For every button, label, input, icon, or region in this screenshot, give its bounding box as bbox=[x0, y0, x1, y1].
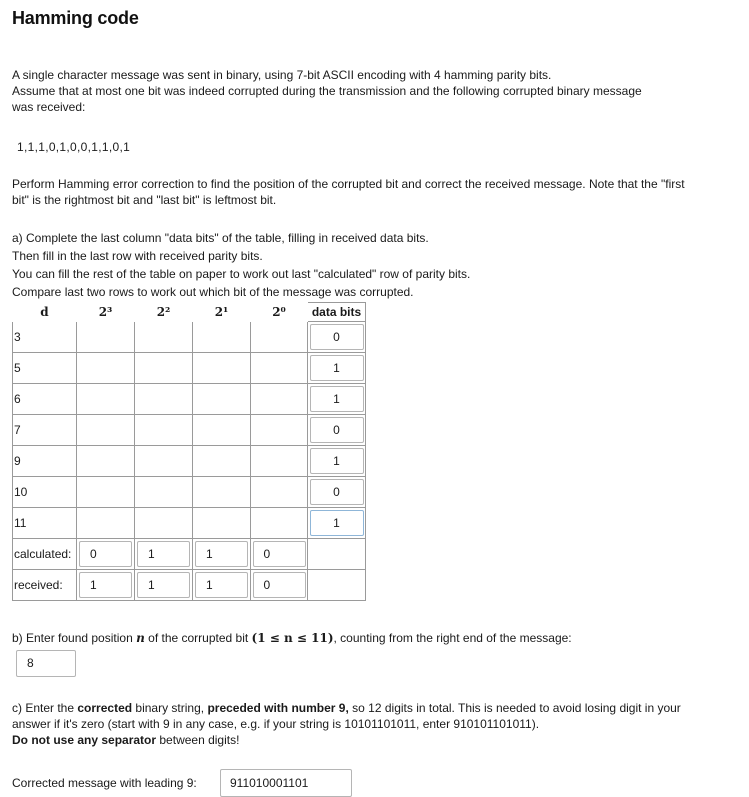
hamming-table bbox=[12, 302, 366, 601]
data-bit-input[interactable]: 1 bbox=[310, 386, 364, 412]
table-row bbox=[13, 477, 366, 508]
part-c-bold-3: Do not use any separator bbox=[12, 733, 157, 747]
empty-cell bbox=[135, 477, 193, 508]
part-b-question bbox=[12, 630, 572, 646]
row-d-label: 7 bbox=[13, 415, 77, 446]
empty-cell bbox=[77, 353, 135, 384]
page-title: Hamming code bbox=[12, 8, 139, 28]
table-row bbox=[13, 508, 366, 539]
received-cell bbox=[77, 570, 135, 601]
part-b-var: n bbox=[136, 631, 145, 645]
calculated-row bbox=[13, 539, 366, 570]
empty-cell bbox=[77, 384, 135, 415]
row-d-label: 3 bbox=[13, 322, 77, 353]
calculated-cell bbox=[251, 539, 308, 570]
empty-cell bbox=[77, 477, 135, 508]
data-bit-input[interactable]: 0 bbox=[310, 417, 364, 443]
empty-cell bbox=[193, 322, 251, 353]
empty-cell bbox=[135, 508, 193, 539]
intro-line-2: Assume that at most one bit was indeed corrupted during the transmission and the following corrupted binary message was received: bbox=[12, 84, 642, 114]
part-c-bold-2: preceded with number 9, bbox=[207, 701, 349, 715]
empty-cell bbox=[251, 415, 308, 446]
received-cell bbox=[193, 570, 251, 601]
empty-cell bbox=[77, 446, 135, 477]
perform-instructions: Perform Hamming error correction to find the position of the corrupted bit and correct the received message. Note that the "first bit" is the rightmost bit and "last bit" is leftmost bit. bbox=[12, 177, 685, 207]
header-2-pow-1: 2¹ bbox=[193, 303, 251, 322]
row-d-label: 11 bbox=[13, 508, 77, 539]
part-b-suffix: , counting from the right end of the message: bbox=[333, 631, 572, 645]
header-data-bits: data bits bbox=[308, 303, 366, 322]
corrected-message-label: Corrected message with leading 9: bbox=[12, 776, 197, 790]
calculated-cell bbox=[77, 539, 135, 570]
data-bit-cell bbox=[308, 415, 366, 446]
intro-line-1: A single character message was sent in binary, using 7-bit ASCII encoding with 4 hamming parity bits. bbox=[12, 68, 552, 82]
received-cell bbox=[251, 570, 308, 601]
empty-cell bbox=[77, 322, 135, 353]
calculated-parity-input[interactable]: 0 bbox=[79, 541, 132, 567]
empty-cell bbox=[77, 415, 135, 446]
data-bit-cell bbox=[308, 322, 366, 353]
empty-cell bbox=[135, 384, 193, 415]
part-a-line-1: a) Complete the last column "data bits" of the table, filling in received data bits. bbox=[12, 231, 429, 245]
empty-cell bbox=[308, 570, 366, 601]
data-bit-cell bbox=[308, 477, 366, 508]
empty-cell bbox=[135, 446, 193, 477]
row-d-label: 6 bbox=[13, 384, 77, 415]
header-2-pow-2: 2² bbox=[135, 303, 193, 322]
data-bit-input[interactable]: 1 bbox=[310, 355, 364, 381]
data-bit-input[interactable]: 0 bbox=[310, 324, 364, 350]
calculated-label: calculated: bbox=[13, 539, 77, 570]
part-c-text-2: binary string, bbox=[132, 701, 208, 715]
header-2-pow-3: 2³ bbox=[77, 303, 135, 322]
empty-cell bbox=[193, 415, 251, 446]
empty-cell bbox=[251, 508, 308, 539]
empty-cell bbox=[135, 353, 193, 384]
part-a-line-3: You can fill the rest of the table on paper to work out last "calculated" row of parity bits. bbox=[12, 267, 471, 281]
header-d: d bbox=[13, 303, 77, 322]
empty-cell bbox=[193, 446, 251, 477]
part-c-text-1: c) Enter the bbox=[12, 701, 78, 715]
received-parity-input[interactable]: 1 bbox=[195, 572, 248, 598]
part-a-line-4: Compare last two rows to work out which bit of the message was corrupted. bbox=[12, 285, 414, 299]
empty-cell bbox=[308, 539, 366, 570]
data-bit-cell bbox=[308, 384, 366, 415]
table-row bbox=[13, 415, 366, 446]
calculated-cell bbox=[135, 539, 193, 570]
received-label: received: bbox=[13, 570, 77, 601]
part-c-text-4: between digits! bbox=[156, 733, 240, 747]
part-c-instructions bbox=[12, 700, 702, 748]
table-header-row bbox=[13, 303, 366, 322]
data-bit-input[interactable]: 1 bbox=[310, 510, 364, 536]
empty-cell bbox=[77, 508, 135, 539]
calculated-cell bbox=[193, 539, 251, 570]
part-b-range: (1 ≤ n ≤ 11) bbox=[251, 631, 334, 645]
part-b-middle: of the corrupted bit bbox=[144, 631, 252, 645]
empty-cell bbox=[193, 384, 251, 415]
table-row bbox=[13, 384, 366, 415]
empty-cell bbox=[193, 477, 251, 508]
data-bit-cell bbox=[308, 353, 366, 384]
row-d-label: 9 bbox=[13, 446, 77, 477]
data-bit-input[interactable]: 1 bbox=[310, 448, 364, 474]
received-parity-input[interactable]: 1 bbox=[137, 572, 190, 598]
received-row bbox=[13, 570, 366, 601]
received-parity-input[interactable]: 1 bbox=[79, 572, 132, 598]
corrupted-position-input[interactable]: 8 bbox=[16, 650, 76, 677]
part-a-line-2: Then fill in the last row with received parity bits. bbox=[12, 249, 263, 263]
part-a-instructions bbox=[12, 229, 470, 301]
part-c-text-3: so 12 digits in total. This is needed to avoid losing digit in your answer if it's zero (start with 9 in any case, e.g. if your string is 10101101011, enter 910101101011). bbox=[12, 701, 681, 731]
empty-cell bbox=[251, 322, 308, 353]
row-d-label: 10 bbox=[13, 477, 77, 508]
header-2-pow-0: 2⁰ bbox=[251, 303, 308, 322]
data-bit-input[interactable]: 0 bbox=[310, 479, 364, 505]
calculated-parity-input[interactable]: 1 bbox=[195, 541, 248, 567]
empty-cell bbox=[135, 415, 193, 446]
empty-cell bbox=[193, 508, 251, 539]
calculated-parity-input[interactable]: 1 bbox=[137, 541, 190, 567]
empty-cell bbox=[251, 477, 308, 508]
data-bit-cell bbox=[308, 508, 366, 539]
received-message: 1,1,1,0,1,0,0,1,1,0,1 bbox=[17, 140, 131, 154]
received-cell bbox=[135, 570, 193, 601]
table-row bbox=[13, 446, 366, 477]
table-row bbox=[13, 322, 366, 353]
empty-cell bbox=[135, 322, 193, 353]
calculated-parity-input[interactable]: 0 bbox=[253, 541, 306, 567]
received-parity-input[interactable]: 0 bbox=[253, 572, 306, 598]
empty-cell bbox=[193, 353, 251, 384]
corrected-message-input[interactable]: 911010001101 bbox=[220, 769, 352, 797]
part-b-prefix: b) Enter found position bbox=[12, 631, 137, 645]
part-c-bold-1: corrected bbox=[77, 701, 133, 715]
table-row bbox=[13, 353, 366, 384]
row-d-label: 5 bbox=[13, 353, 77, 384]
intro-text bbox=[12, 67, 652, 115]
data-bit-cell bbox=[308, 446, 366, 477]
empty-cell bbox=[251, 353, 308, 384]
empty-cell bbox=[251, 446, 308, 477]
empty-cell bbox=[251, 384, 308, 415]
